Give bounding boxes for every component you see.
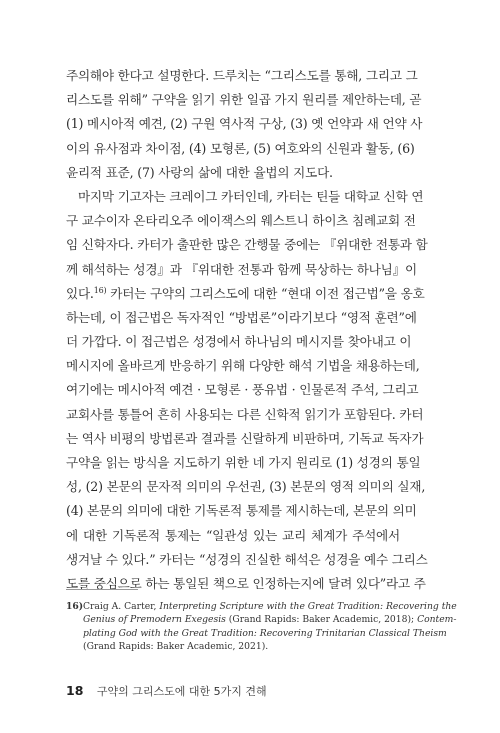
text-line-with-footnote xyxy=(66,282,425,306)
book-title: Interpreting Scripture with the Great Tradition: Recovering the xyxy=(159,601,457,612)
text-line: 리스도를 위해” 구약을 읽기 위한 일곱 가지 원리를 제안하는데, 곧 xyxy=(66,92,422,108)
text-line: 임 신학자다. 카터가 출판한 많은 간행물 중에는 『위대한 전통과 함 xyxy=(66,237,428,253)
book-title: plating God with the Great Tradition: Recovering Trinitarian Classical Theism xyxy=(83,627,447,639)
text-line: (1) 메시아적 예견, (2) 구원 역사적 구상, (3) 옛 언약과 새 언약 사 xyxy=(66,116,423,132)
text-line: 이의 유사점과 차이점, (4) 모형론, (5) 여호와의 신원과 활동, (6) xyxy=(66,140,415,156)
book-title: Contem- xyxy=(417,614,457,626)
book-title: Genius of Premodern Exegesis xyxy=(83,614,226,626)
text-line: 하는데, 이 접근법은 독자적인 “방법론”이라기보다 “영적 훈련”에 xyxy=(66,309,417,325)
text-line: 윤리적 표준, (7) 사랑의 삶에 대한 율법의 지도다. xyxy=(66,164,333,180)
text-line: 께 해석하는 성경』과 『위대한 전통과 함께 묵상하는 하나님』이 xyxy=(66,261,417,277)
footnote-line xyxy=(66,627,447,640)
text-line: 생겨날 수 있다.” 카터는 “성경의 진실한 해석은 성경을 예수 그리스 xyxy=(66,551,428,567)
text-fragment: 카터는 구약의 그리스도에 대한 “현대 이전 접근법”을 옹호 xyxy=(106,285,425,301)
text-line: 더 가깝다. 이 접근법은 성경에서 하나님의 메시지를 찾아내고 이 xyxy=(66,334,412,350)
text-fragment: 있다. xyxy=(66,285,94,301)
text-line: 마지막 기고자는 크레이그 카터인데, 카터는 틴들 대학교 신학 연 xyxy=(78,188,424,204)
text-line: 구 교수이자 온타리오주 에이잭스의 웨스트니 하이츠 침례교회 전 xyxy=(66,213,416,229)
footnote-reference: 16) xyxy=(93,285,107,295)
footnote xyxy=(66,600,457,654)
footnote-line xyxy=(66,600,457,613)
text-line: 에 대한 기독론적 통제는 “일관성 있는 교리 체계가 주석에서 xyxy=(66,527,400,543)
footnote-number: 16) xyxy=(66,601,84,612)
running-title: 구약의 그리스도에 대한 5가지 견해 xyxy=(96,685,267,698)
text-line: 는 역사 비평의 방법론과 결과를 신랄하게 비판하며, 기독교 독자가 xyxy=(66,430,424,446)
text-line: 도를 중심으로 하는 통일된 책으로 인정하는지에 달려 있다”라고 주 xyxy=(66,575,426,591)
body-text xyxy=(66,64,428,596)
footnote-line: (Grand Rapids: Baker Academic, 2021). xyxy=(83,641,269,653)
footnote-line: Genius of Premodern Exegesis (Grand Rapids: Baker Academic, 2018); Contem- xyxy=(83,614,457,626)
page-number: 18 xyxy=(66,683,84,698)
footnote-text: Craig A. Carter, Interpreting Scripture with the Great Tradition: Recovering the xyxy=(83,601,457,612)
text-line: 교회사를 통틀어 흔히 사용되는 다른 신학적 읽기가 포함된다. 카터 xyxy=(66,406,424,422)
text-line: 메시지에 올바르게 반응하기 위해 다양한 해석 기법을 채용하는데, xyxy=(66,358,420,374)
text-line: 주의해야 한다고 설명한다. 드루치는 “그리스도를 통해, 그리고 그 xyxy=(66,68,418,83)
page-footer xyxy=(66,683,267,699)
text-line: 성, (2) 본문의 문자적 의미의 우선권, (3) 본문의 영적 의미의 실재, xyxy=(66,479,426,495)
text-line: (4) 본문의 의미에 대한 기독론적 통제를 제시하는데, 본문의 의미 xyxy=(66,503,417,519)
text-line: 여기에는 메시아적 예견 · 모형론 · 풍유법 · 인물론적 주석, 그리고 xyxy=(66,382,419,398)
text-line: 구약을 읽는 방식을 지도하기 위한 네 가지 원리로 (1) 성경의 통일 xyxy=(66,455,421,470)
footnote-divider xyxy=(66,589,138,590)
